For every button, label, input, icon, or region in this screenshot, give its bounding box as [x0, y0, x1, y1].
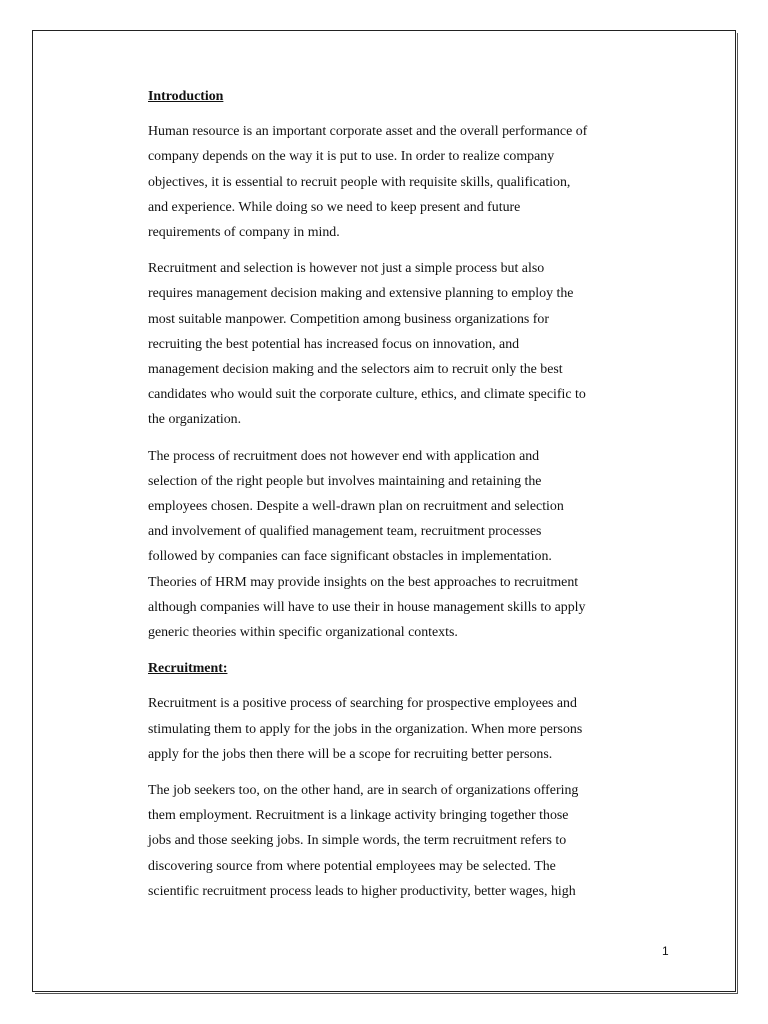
paragraph: The job seekers too, on the other hand, are in search of organizations offering them employment. Recruitment is a linkage activity bringing together those jobs and those seeking jobs. In simple words, the term recruitment refers to discovering source from where potential employees may be selected. The scientific recruitment process leads to higher productivity, better wages, high — [148, 783, 579, 899]
paragraph: Recruitment and selection is however not just a simple process but also requires management decision making and extensive planning to employ the most suitable manpower. Competition among business organizations for recruiting the best potential has increased focus on innovation, and management decision making and the selectors aim to recruit only the best candidates who would suit the corporate culture, ethics, and climate specific to the organization. — [148, 261, 586, 428]
paragraph: Recruitment is a positive process of searching for prospective employees and stimulating them to apply for the jobs in the organization. When more persons apply for the jobs then there will be a scope for recruiting better persons. — [148, 696, 583, 762]
section-heading-recruitment: Recruitment: — [148, 661, 228, 677]
document-body — [148, 84, 644, 915]
paragraph: The process of recruitment does not however end with application and selection of the right people but involves maintaining and retaining the employees chosen. Despite a well-drawn plan on recruitment and selection and involvement of qualified management team, recruitment processes followed by companies can face significant obstacles in implementation. Theories of HRM may provide insights on the best approaches to recruitment although companies will have to use their in house management skills to apply generic theories within specific organizational contexts. — [148, 448, 586, 641]
paragraph: Human resource is an important corporate asset and the overall performance of company depends on the way it is put to use. In order to realize company objectives, it is essential to recruit people with requisite skills, qualification, and experience. While doing so we need to keep present and future requirements of company in mind. — [148, 124, 588, 241]
section-heading-introduction: Introduction — [148, 89, 224, 104]
page-number: 1 — [662, 944, 669, 958]
